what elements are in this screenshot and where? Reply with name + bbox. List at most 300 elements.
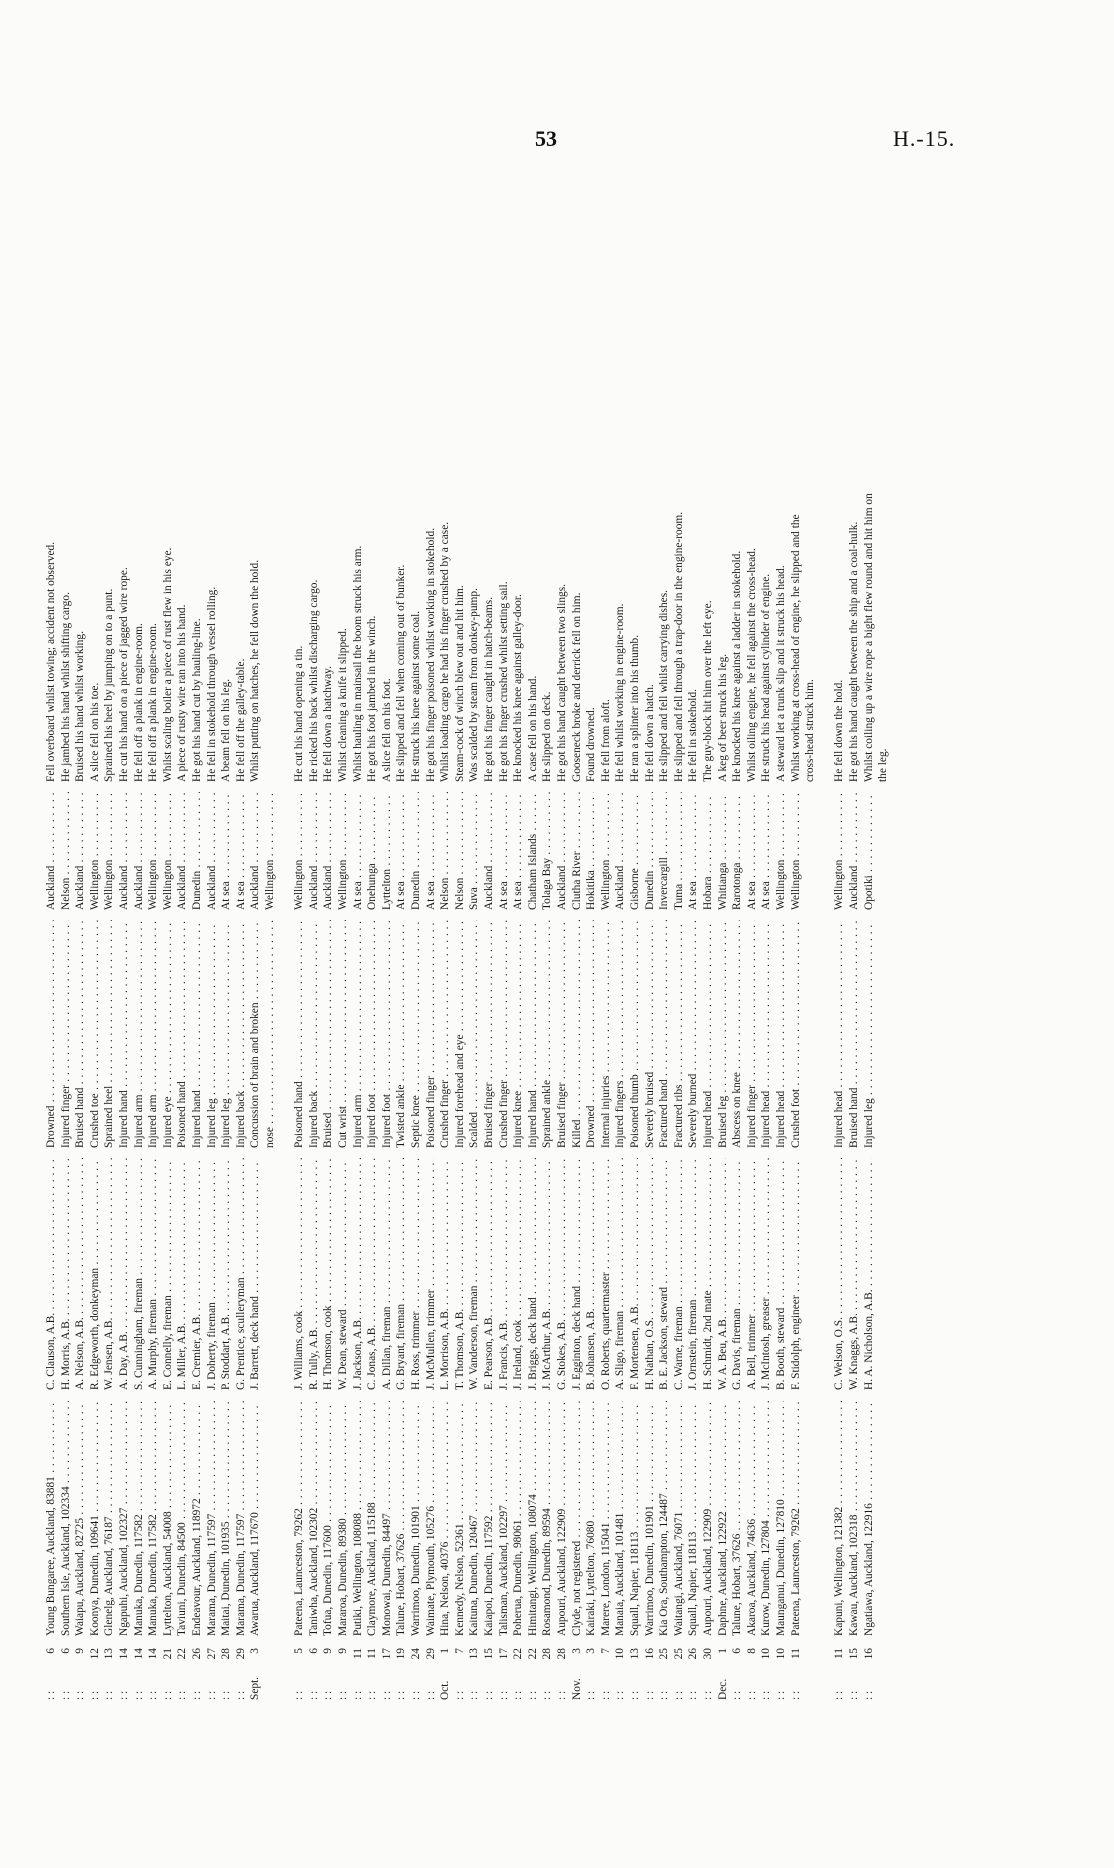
cause-cell: A slice fell on his foot. [380,678,393,782]
place-cell: At sea . . . [352,792,365,910]
seaman-name-cell: H. Nathan, O.S. . . . [644,1158,657,1390]
day-cell: 6 [731,1648,744,1654]
vessel-cell: Young Bungaree, Auckland, 83881 . . . [45,1401,58,1636]
month-cell: : : [760,1690,773,1700]
month-cell: : : [205,1690,218,1700]
seaman-name-cell: W. Knaggs, A.B. . . . [848,1158,861,1390]
injury-cell: Injured knee . . . [512,920,525,1148]
seaman-name-cell: F. Mortensen, A.B. . . . [629,1158,642,1390]
place-cell: Auckland . . . [848,792,861,910]
month-cell: : : [614,1690,627,1700]
injury-cell: Injured foot . . . [381,920,394,1148]
month-cell: : : [497,1690,510,1700]
injury-cell: Internal injuries . . . [600,920,613,1148]
vessel-cell: Tofua, Dunedin, 117600 . . . [322,1401,335,1636]
cause-cell: Sprained his heel by jumping on to a punt. [103,588,116,782]
month-cell: : : [599,1690,612,1700]
vessel-cell: Aupouri, Auckland, 122909 . . . [702,1401,715,1636]
seaman-name-cell: J. Briggs, deck hand . . . [527,1158,540,1390]
place-cell: Dunedin . . . [191,792,204,910]
cause-cell: He got his foot jambed in the winch. [366,615,379,782]
month-cell: : : [191,1690,203,1700]
seaman-name-cell: A. Sligo, fireman . . . [614,1158,627,1390]
day-cell: 17 [497,1648,510,1660]
seaman-name-cell: F. Stidolph, engineer . . . [790,1158,803,1390]
injury-cell: Bruised finger . . . [556,920,569,1148]
month-cell: : : [88,1690,101,1700]
month-cell: : : [59,1690,72,1700]
seaman-name-cell: J. Doherty, fireman . . . [206,1158,219,1390]
day-cell: 16 [643,1648,656,1660]
month-cell: : : [862,1690,875,1700]
month-cell: : : [234,1690,247,1700]
place-cell: At sea . . . [746,792,759,910]
injury-cell: Crushed finger . . . [439,920,452,1148]
accident-table [45,230,1010,1700]
month-cell: : : [643,1690,656,1700]
seaman-name-cell: C. Clauson, A.B. . . . [45,1158,58,1390]
vessel-cell: Pateena, Launceston, 79262 . . . [790,1401,803,1636]
day-cell: 14 [132,1648,145,1660]
day-cell: 9 [337,1648,349,1654]
cause-cell: A beam fell on his leg. [220,678,233,782]
vessel-cell: Kurow, Dunedin, 127804 . . . [760,1401,773,1636]
vessel-cell: Marere, London, 115041 . . . [600,1401,613,1636]
day-cell: 11 [833,1648,846,1659]
day-cell: 21 [161,1648,174,1660]
cause-cell: A case fell on his hand. [526,675,539,782]
month-cell: : : [103,1690,116,1700]
day-cell: 3 [585,1648,598,1654]
vessel-cell: Kairaki, Lyttelton, 76080 . . . [585,1401,598,1636]
month-cell: : : [468,1690,481,1700]
injury-cell: Injured head . . . [775,920,788,1148]
seaman-name-cell: O. Roberts, quartermaster . . . [600,1158,613,1390]
vessel-cell: Poherua, Dunedin, 98061 . . . [512,1401,525,1636]
vessel-cell: Kia Ora, Southampton, 124487 . . . [658,1401,671,1636]
injury-cell: Injured arm . . . [147,920,160,1148]
seaman-name-cell: C. Warne, fireman . . . [673,1158,686,1390]
cause-cell: A piece of rusty wire ran into his hand. [176,604,189,782]
injury-cell: Fractured ribs . . . [673,920,686,1148]
vessel-cell: Kennedy, Nelson, 52361 . . . [454,1401,467,1636]
vessel-cell: Ngatiawa, Auckland, 122916 . . . [863,1401,876,1636]
month-cell: : : [629,1690,641,1700]
day-cell: 19 [395,1648,408,1660]
vessel-cell: Putiki, Wellington, 108088 . . . [352,1401,365,1636]
cause-cell: He slipped and fell through a trap-door in the engine-room. [672,511,685,782]
month-cell: : : [556,1690,568,1700]
cause-cell: He knocked his knee against galley-door. [512,594,525,782]
day-cell: 7 [599,1648,612,1654]
place-cell: Nelson . . . [60,792,73,910]
injury-cell: Crushed finger . . . [498,920,511,1148]
day-cell: 22 [526,1648,539,1660]
cause-cell: He fell from aloft. [599,699,612,782]
day-cell: 12 [88,1648,101,1660]
vessel-cell: Maunganui, Dunedin, 127810 . . . [775,1401,788,1636]
seaman-name-cell: W. Jensen, A.B. . . . [103,1158,116,1390]
injury-cell: Crushed foot . . . [790,920,803,1148]
vessel-cell: Talisman, Auckland, 102297 . . . [498,1401,511,1636]
cause-cell: Whilst scaling boiler a piece of rust flew in his eye. [161,547,174,782]
seaman-name-cell: J. Williams, cook . . . [293,1158,306,1390]
day-cell: 9 [322,1648,335,1654]
seaman-name-cell: A. Dillan, fireman . . . [381,1158,394,1390]
place-cell: Wellington . . . [600,792,613,910]
cause-cell: He got his finger caught in hatch-beams. [483,596,495,782]
place-cell: At sea . . . [760,792,773,910]
seaman-name-cell: G. Prentice, sculleryman . . . [235,1158,248,1390]
month-cell: : : [672,1690,685,1700]
cause-cell: A keg of beer struck his leg. [716,653,729,782]
vessel-cell: Himitangi, Wellington, 108074 . . . [527,1401,540,1636]
place-cell: Rarotonga . . . [731,792,744,910]
injury-cell: Poisoned hand . . . [293,920,306,1148]
cause-cell: Steam-cock of winch blew out and hit him. [453,585,466,782]
vessel-cell: Talune, Hobart, 37626 . . . [731,1401,744,1636]
cause-cell: A steward let a trunk slip and it struck his head. [775,565,787,782]
vessel-cell: Kaituna, Dunedin, 120467 . . . [468,1401,481,1636]
month-cell: : : [526,1690,539,1700]
place-cell: Auckland . . . [74,792,87,910]
place-cell: Wellington . . . [264,792,277,910]
place-cell: Auckland . . . [483,792,496,910]
place-cell: Invercargill . . . [658,792,671,910]
day-cell: 3 [249,1648,262,1654]
month-cell: Oct. [439,1680,452,1700]
injury-cell: Fractured hand . . . [658,920,671,1148]
vessel-cell: Taviuni, Dunedin, 84500 . . . [176,1401,189,1636]
seaman-name-cell: J. McIntosh, greaser . . . [760,1158,773,1390]
vessel-cell: Clyde, not registered . . . [571,1401,584,1636]
seaman-name-cell: C. Welson, O.S. . . . [833,1158,846,1390]
cause-cell: He fell down a hatchway. [322,666,335,782]
month-cell: : : [658,1690,671,1700]
seaman-name-cell: E. Connelly, fireman . . . [162,1158,175,1390]
month-cell: : : [702,1690,714,1700]
seaman-name-cell: J. Barrett, deck hand . . . [249,1158,262,1390]
place-cell: Auckland . . . [206,792,219,910]
seaman-name-cell: A. Day, A.B. . . . [118,1158,131,1390]
day-cell: 10 [614,1648,627,1660]
month-cell: : : [848,1690,860,1700]
day-cell: 17 [380,1648,393,1660]
injury-cell: Injured leg . . . [220,920,233,1148]
place-cell: Chatham Islands . . . [527,792,540,910]
month-cell: : : [307,1690,320,1700]
paper-code: H.-15. [893,126,956,151]
seaman-name-cell: T. Thomson, A.B. . . . [454,1158,467,1390]
vessel-cell: Daphne, Auckland, 122922 . . . [717,1401,730,1636]
day-cell: 28 [220,1648,233,1660]
cause-cell: He jambed his hand whilst shifting cargo. [59,592,72,782]
cause-cell: cross-head struck him. [804,679,817,782]
day-cell: 1 [439,1648,452,1654]
place-cell: Dunedin . . . [644,792,657,910]
cause-cell: He struck his head against cylinder of engine. [760,573,773,782]
month-cell: Sept. [249,1676,262,1700]
injury-cell: Concussion of brain and broken . . . [249,920,262,1148]
month-cell: : : [351,1690,364,1700]
injury-cell: Cut wrist . . . [337,920,350,1148]
day-cell: 30 [702,1648,714,1660]
month-cell: : : [293,1690,306,1700]
vessel-cell: Taniwha, Auckland, 102302 . . . [308,1401,321,1636]
seaman-name-cell: J. Francis, A.B. . . . [498,1158,511,1390]
seaman-name-cell: J. Ireland, cook . . . [512,1158,525,1390]
cause-cell: He fell in stokehold. [687,688,700,782]
cause-cell: Gooseneck broke and derrick fell on him. [570,592,583,782]
seaman-name-cell: S. Cunningham, fireman . . . [133,1158,146,1390]
seaman-name-cell: J. McMullen, trimmer . . . [425,1158,438,1390]
injury-cell: Sprained heel . . . [103,920,116,1148]
vessel-cell: Marama, Dunedin, 117597 . . . [206,1401,219,1636]
vessel-cell: Ngapuhi, Auckland, 102327 . . . [118,1401,131,1636]
vessel-cell: Koonya, Dunedin, 109641 . . . [89,1401,102,1636]
injury-cell: Poisoned finger . . . [425,920,438,1148]
injury-cell: Injured finger . . . [60,920,73,1148]
seaman-name-cell: G. Bryant, fireman . . . [395,1158,408,1390]
injury-cell: Scalded . . . [468,920,481,1148]
vessel-cell: Endeavour, Auckland, 118972 . . . [191,1401,204,1636]
cause-cell: He slipped and fell whilst carrying dishes. [658,589,671,782]
cause-cell: He cut his hand opening a tin. [293,645,306,782]
cause-cell: Found drowned. [585,707,598,782]
injury-cell: Injured forehead and eye . . . [454,920,467,1148]
vessel-cell: Waiapu, Auckland, 82725 . . . [74,1401,87,1636]
place-cell: Auckland . . . [308,792,321,910]
injury-cell: Injured hand . . . [191,920,204,1148]
cause-cell: The guy-block hit him over the left eye. [702,600,714,782]
day-cell: 6 [59,1648,72,1654]
vessel-cell: Manuka, Dunedin, 117582 . . . [147,1401,160,1636]
cause-cell: He got his hand caught between two slings. [556,583,568,782]
vessel-cell: Akaroa, Auckland, 74636 . . . [746,1401,759,1636]
vessel-cell: Monowai, Dunedin, 84497 . . . [381,1401,394,1636]
seaman-name-cell: J. Ornstein, fireman . . . [687,1158,700,1390]
day-cell: 7 [453,1648,466,1654]
vessel-cell: Maitai, Dunedin, 101935 . . . [220,1401,233,1636]
vessel-cell: Marama, Dunedin, 117597 . . . [235,1401,248,1636]
day-cell: 11 [366,1648,379,1659]
month-cell: : : [789,1690,802,1700]
cause-cell: He fell off a plank in engine-room. [147,623,160,782]
place-cell: Gisborne . . . [629,792,642,910]
cause-cell: Whilst working at cross-head of engine, he slipped and the [789,514,802,782]
day-cell: 26 [191,1648,203,1660]
vessel-cell: Lyttelton, Auckland, 54008 . . . [162,1401,175,1636]
injury-cell: Bruised leg . . . [717,920,730,1148]
vessel-cell: Kapuni, Wellington, 121382 . . . [833,1401,846,1636]
place-cell: Auckland . . . [176,792,189,910]
vessel-cell: Rosamond, Dunedin, 89594 . . . [541,1401,554,1636]
month-cell: : : [775,1690,787,1700]
place-cell: Wellington . . . [337,792,350,910]
seaman-name-cell: W. Vanderson, fireman . . . [468,1158,481,1390]
day-cell: 6 [45,1648,57,1654]
cause-cell: He struck his knee against some coal. [410,610,422,782]
day-cell: 25 [672,1648,685,1660]
day-cell: 28 [541,1648,554,1660]
cause-cell: He fell off the galley-table. [234,658,247,782]
month-cell: : : [745,1690,758,1700]
cause-cell: He slipped and fell when coming out of bunker. [395,564,408,782]
day-cell: 8 [745,1648,758,1654]
seaman-name-cell: R. Tully, A.B. . . . [308,1158,321,1390]
seaman-name-cell: A. Murphy, fireman . . . [147,1158,160,1390]
injury-cell: Bruised . . . [322,920,335,1148]
seaman-name-cell: H. A. Nicholson, A.B. . . . [863,1158,876,1390]
month-cell: : : [512,1690,525,1700]
seaman-name-cell: J. McArthur, A.B. . . . [541,1158,554,1390]
place-cell: Auckland . . . [45,792,58,910]
place-cell: Hokitika . . . [585,792,598,910]
vessel-cell: Claymore, Auckland, 115188 . . . [366,1401,379,1636]
injury-cell: Injured head . . . [833,920,846,1148]
month-cell: : : [147,1690,160,1700]
cause-cell: He got his hand cut by hauling-line. [191,618,203,782]
place-cell: Wellington . . . [790,792,803,910]
cause-cell: Was scalded by steam from donkey-pump. [468,588,481,782]
month-cell: : : [322,1690,335,1700]
place-cell: At sea . . . [235,792,248,910]
day-cell: 13 [103,1648,116,1660]
month-cell: : : [161,1690,174,1700]
injury-cell: Poisoned hand . . . [176,920,189,1148]
injury-cell: Injured leg . . . [863,920,876,1148]
place-cell: At sea . . . [512,792,525,910]
place-cell: Auckland . . . [249,792,262,910]
day-cell: 29 [234,1648,247,1660]
vessel-cell: Southern Isle, Auckland, 102334 . . . [60,1401,73,1636]
cause-cell: He ricked his back whilst discharging cargo. [307,579,320,782]
day-cell: 15 [483,1648,495,1660]
cause-cell: Whilst oiling engine, he fell against the cross-head. [745,548,758,782]
place-cell: Nelson . . . [439,792,452,910]
month-cell: : : [833,1690,846,1700]
place-cell: Wellington . . . [775,792,788,910]
day-cell: 11 [789,1648,802,1659]
injury-cell: Twisted ankle . . . [395,920,408,1148]
month-cell: : : [483,1690,495,1700]
month-cell: : : [337,1690,349,1700]
day-cell: 14 [118,1648,130,1660]
seaman-name-cell: W. Dean, steward . . . [337,1158,350,1390]
seaman-name-cell: E. Cremier, A.B. . . . [191,1158,204,1390]
injury-cell: nose . . . [264,920,277,1148]
day-cell: 6 [307,1648,320,1654]
injury-cell: Septic knee . . . [410,920,423,1148]
seaman-name-cell: R. Edgeworth, donkeyman . . . [89,1158,102,1390]
injury-cell: Crushed toe . . . [89,920,102,1148]
seaman-name-cell: J. Jackson, A.B. . . . [352,1158,365,1390]
cause-cell: He knocked his knee against a ladder in stokehold. [731,550,744,782]
injury-cell: Poisoned thumb . . . [629,920,642,1148]
injury-cell: Injured hand . . . [527,920,540,1148]
injury-cell: Injured finger . . . [746,920,759,1148]
vessel-cell: Talune, Hobart, 37626 . . . [395,1401,408,1636]
vessel-cell: Pateena, Launceston, 79262 . . . [293,1401,306,1636]
place-cell: At sea . . . [395,792,408,910]
cause-cell: He fell down a hatch. [643,684,656,782]
place-cell: Wellington . . . [103,792,116,910]
seaman-name-cell: B. E. Jackson, steward . . . [658,1158,671,1390]
vessel-cell: Mararoa, Dunedin, 89380 . . . [337,1401,350,1636]
month-cell: : : [380,1690,393,1700]
cause-cell: He fell whilst working in engine-room. [614,603,627,782]
injury-cell: Injured hand . . . [118,920,131,1148]
place-cell: Dunedin . . . [410,792,423,910]
month-cell: Nov. [570,1678,583,1700]
place-cell: Auckland . . . [322,792,335,910]
seaman-name-cell: B. Johansen, A.B. . . . [585,1158,598,1390]
place-cell: Nelson . . . [454,792,467,910]
place-cell: Lyttelton . . . [381,792,394,910]
seaman-name-cell: H. Schmidt, 2nd mate . . . [702,1158,715,1390]
place-cell: Auckland . . . [614,792,627,910]
place-cell: Auckland . . . [556,792,569,910]
injury-cell: Drowned . . . [45,920,58,1148]
cause-cell: He got his hand caught between the ship and a coal-hulk. [848,521,860,782]
place-cell: Wellington . . . [162,792,175,910]
cause-cell: Whilst coiling up a wire rope a bight flew round and hit him on [862,493,875,782]
vessel-cell: Warrimoo, Dunedin, 101901 . . . [644,1401,657,1636]
month-cell: : : [220,1690,233,1700]
month-cell: : : [395,1690,408,1700]
month-cell: : : [410,1690,422,1700]
day-cell: 5 [293,1648,306,1654]
cause-cell: Whilst putting on hatches, he fell down the hold. [249,559,262,782]
vessel-cell: Manaia, Auckland, 101481 . . . [614,1401,627,1636]
injury-cell: Injured fingers . . . [614,920,627,1148]
seaman-name-cell: J. Egginton, deck hand . . . [571,1158,584,1390]
place-cell: Opotiki . . . [863,792,876,910]
month-cell: : : [731,1690,744,1700]
seaman-name-cell: P. Stoddart, A.B. . . . [220,1158,233,1390]
month-cell: : : [424,1690,437,1700]
injury-cell: Injured head . . . [760,920,773,1148]
cause-cell: Bruised his hand whilst working. [74,631,87,782]
injury-cell: Bruised finger . . . [483,920,496,1148]
vessel-cell: Waimate, Plymouth, 105276 . . . [425,1401,438,1636]
page-number: 53 [535,126,557,151]
month-cell: : : [176,1690,189,1700]
month-cell: : : [541,1690,554,1700]
place-cell: Clutha River . . . [571,792,584,910]
place-cell: At sea . . . [687,792,700,910]
day-cell: 26 [687,1648,700,1660]
month-cell: : : [74,1690,87,1700]
place-cell: Wellington . . . [89,792,102,910]
injury-cell: Killed . . . [571,920,584,1148]
seaman-name-cell: A. Bell, trimmer . . . [746,1158,759,1390]
place-cell: Onehunga . . . [366,792,379,910]
vessel-cell: Squall, Napier, 118113 . . . [629,1401,642,1636]
injury-cell: Sprained ankle . . . [541,920,554,1148]
day-cell: 22 [176,1648,189,1660]
day-cell: 13 [629,1648,641,1660]
vessel-cell: Awarua, Auckland, 117670 . . . [249,1401,262,1636]
cause-cell: Whilst loading cargo he had his finger crushed by a case. [439,521,452,782]
seaman-name-cell: E. Pearson, A.B. . . . [483,1158,496,1390]
vessel-cell: Kaiapoi, Dunedin, 117592 . . . [483,1401,496,1636]
day-cell: 15 [848,1648,860,1660]
seaman-name-cell: L. Morrison, A.B. . . . [439,1158,452,1390]
day-cell: 22 [512,1648,525,1660]
cause-cell: He cut his hand on a piece of jagged wire rope. [118,567,130,782]
seaman-name-cell: A. Nelson, A.B. . . . [74,1158,87,1390]
